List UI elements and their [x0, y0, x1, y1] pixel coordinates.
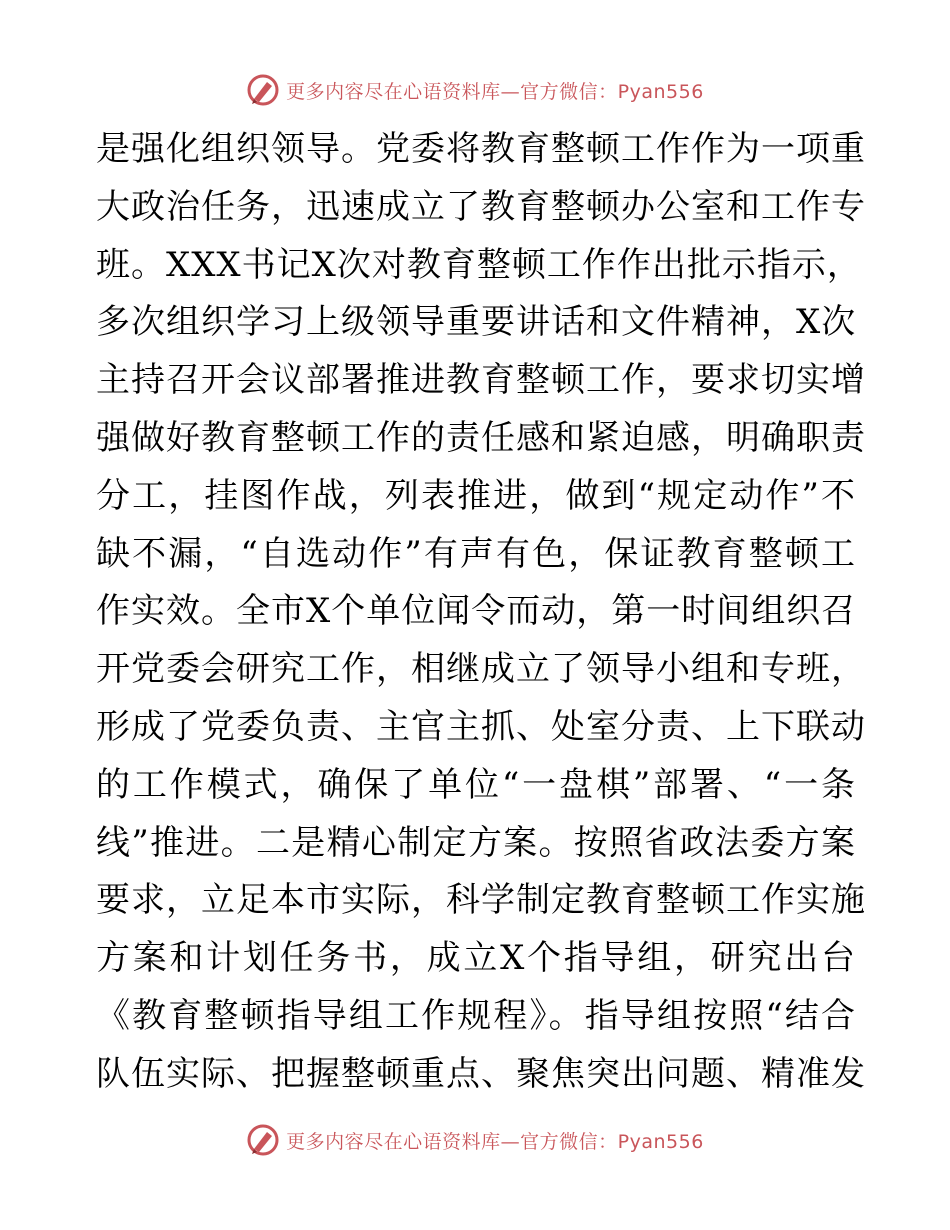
body-line: 分工，挂图作战，列表推进，做到“规定动作”不	[96, 475, 856, 516]
body-line: 开党委会研究工作，相继成立了领导小组和专班，	[96, 649, 866, 690]
body-line: 要求，立足本市实际，科学制定教育整顿工作实施	[96, 880, 866, 921]
body-line: 线”推进。二是精心制定方案。按照省政法委方案	[96, 822, 856, 863]
body-line: 主持召开会议部署推进教育整顿工作，要求切实增	[96, 360, 866, 401]
body-line: 大政治任务，迅速成立了教育整顿办公室和工作专	[96, 186, 866, 227]
body-line: 《教育整顿指导组工作规程》。指导组按照“结合	[96, 995, 856, 1036]
body-line: 方案和计划任务书，成立X个指导组，研究出台	[96, 938, 856, 979]
body-line: 是强化组织领导。党委将教育整顿工作作为一项重	[96, 129, 866, 169]
body-line: 作实效。全市X个单位闻令而动，第一时间组织召	[96, 591, 857, 632]
body-line: 队伍实际、把握整顿重点、聚焦突出问题、精准发	[96, 1053, 866, 1094]
footer-watermark	[0, 1120, 950, 1160]
body-line: 多次组织学习上级领导重要讲话和文件精神，X次	[96, 302, 857, 343]
body-line: 形成了党委负责、主官主抓、处室分责、上下联动	[96, 706, 866, 747]
watermark-text: 更多内容尽在心语资料库—官方微信：Pyan556	[286, 1130, 704, 1153]
body-line: 的工作模式，确保了单位“一盘棋”部署、“一条	[96, 764, 856, 805]
header-watermark	[0, 70, 950, 110]
body-line: 缺不漏，“自选动作”有声有色，保证教育整顿工	[96, 533, 856, 574]
document-body	[96, 121, 866, 1104]
body-line: 强做好教育整顿工作的责任感和紧迫感，明确职责	[96, 417, 866, 458]
body-line: 班。XXX书记X次对教育整顿工作作出批示指示，	[96, 244, 862, 285]
watermark-text: 更多内容尽在心语资料库—官方微信：Pyan556	[286, 80, 704, 103]
pen-nib-logo-icon	[246, 1123, 280, 1157]
pen-nib-logo-icon	[246, 73, 280, 107]
